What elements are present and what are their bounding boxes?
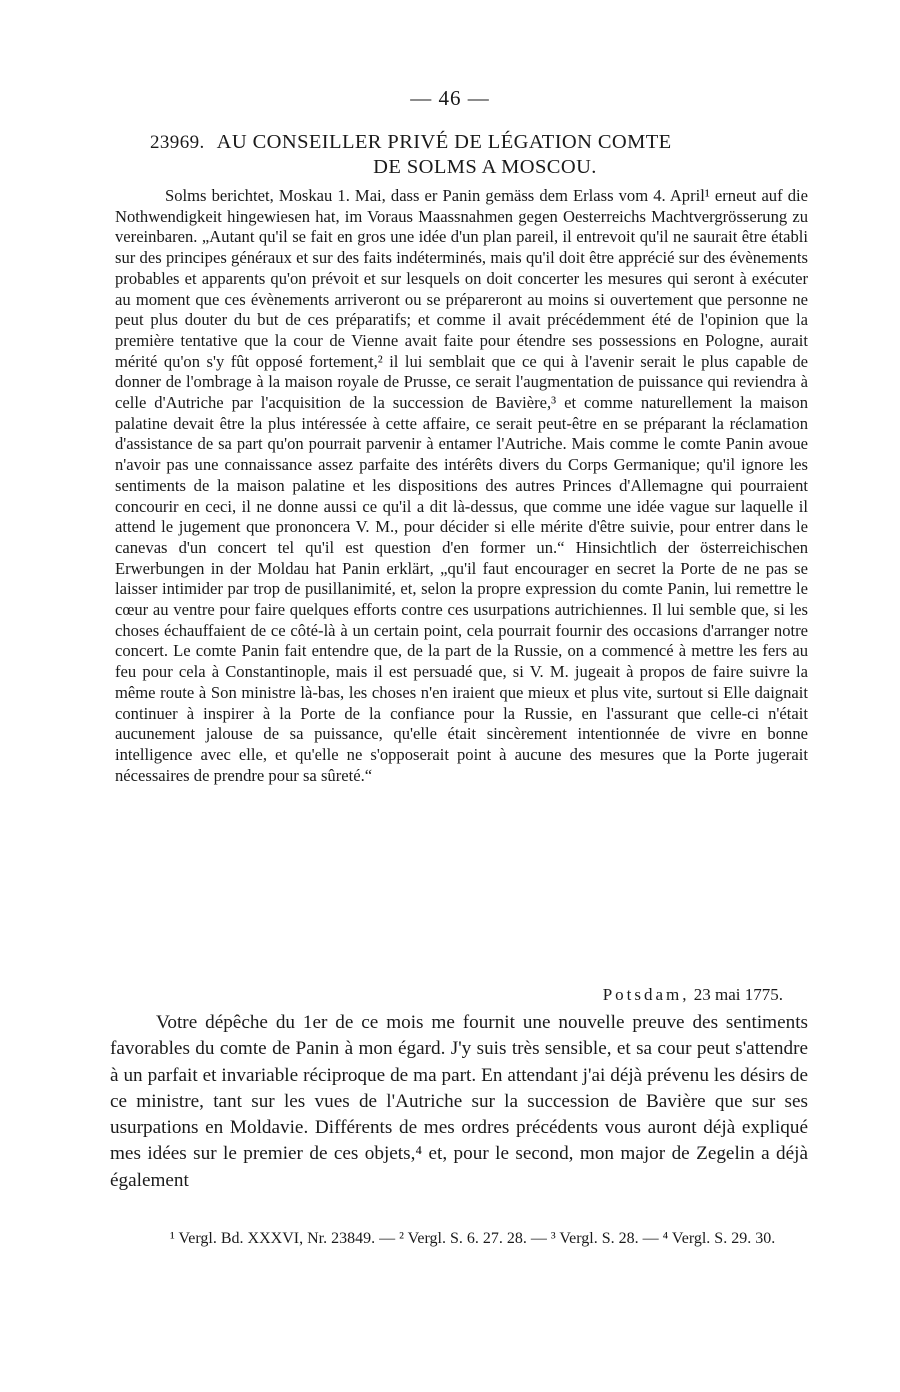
footnotes: ¹ Vergl. Bd. XXXVI, Nr. 23849. — ² Vergl. S. 6. 27. 28. — ³ Vergl. S. 28. — ⁴ Vergl. S. 29. 30. xyxy=(170,1230,776,1247)
heading-title-line-1: AU CONSEILLER PRIVÉ DE LÉGATION COMTE xyxy=(216,131,672,153)
letter-paragraph: Votre dépêche du 1er de ce mois me fournit une nouvelle preuve des sentiments favorables du comte de Panin à mon égard. J'y suis très sensible, et sa cour peut s'attendre à un parfait et invariable réciproque de ma part. En attendant j'ai déjà prévenu les désirs de ce ministre, tant sur les vues de l'Autriche sur la succession de Bavière que sur ses usurpations en Moldavie. Différents de mes ordres précédents vous auront déjà expliqué mes idées sur le premier de ces objets,⁴ et, pour le second, mon major de Zegelin a déjà également xyxy=(110,1012,808,1191)
document-heading xyxy=(150,130,800,179)
dateline-place: Potsdam, xyxy=(602,985,690,1004)
dateline xyxy=(115,985,783,1005)
document-number: 23969. xyxy=(150,132,205,153)
dateline-date: 23 mai 1775. xyxy=(693,985,783,1004)
heading-title-line-2: DE SOLMS A MOSCOU. xyxy=(373,156,597,178)
heading-line-1 xyxy=(150,130,800,155)
summary-paragraph: Solms berichtet, Moskau 1. Mai, dass er Panin gemäss dem Erlass vom 4. April¹ erneut auf die Nothwendigkeit hingewiesen hat, im Voraus Maassnahmen gegen Oesterreichs Machtvergrösserung zu vereinbaren. „Autant qu'il se fait en gros une idée d'un plan pareil, il entrevoit qu'il ne saurait être établi sur des principes généraux et sur des faits indéterminés, mais qu'il doit être apprécié sur des évènements probables et apparents qu'on prévoit et sur lesquels on doit concerter les mesures qui seront à exécuter au moment que ces évènements arriveront ou se prépareront au moins si ouvertement que personne ne peut plus douter du but de ces préparatifs; et comme il avait précédemment été de l'opinion que la première tentative que la cour de Vienne avait faite pour étendre ses possessions en Pologne, aurait mérité qu'on s'y fût opposé fortement,² il lui semblait que ce qui à l'avenir serait le plus capable de donner de l'ombrage à la maison royale de Prusse, ce serait l'augmentation de puissance qui reviendra à celle d'Autriche par l'acquisition de la succession de Bavière,³ et comme naturellement la maison palatine devait être la plus intéressée à cette affaire, ce serait peut-être en se préparant la réclamation d'assistance de sa part qu'on pourrait parvenir à entamer l'Autriche. Mais comme le comte Panin avoue n'avoir pas une connaissance assez parfaite des intérêts divers du Corps Germanique; qu'il ignore les sentiments de la maison palatine et les dispositions des autres Princes d'Allemagne qui pourraient concourir en ceci, il ne donne aussi ce qu'il a dit là-dessus, que comme une idée vague sur laquelle il attend le jugement que prononcera V. M., pour décider si elle mérite d'être suivie, pour entrer dans le canevas d'un concert tel qu'il est question d'en former un.“ Hinsichtlich der österreichischen Erwerbungen in der Moldau hat Panin erklärt, „qu'il faut encourager en secret la Porte de ne pas se laisser intimider par trop de pusillanimité, et, selon la propre expression du comte Panin, lui remettre le cœur au ventre pour faire quelques efforts contre ces usurpations autrichiennes. Il lui semble que, si les choses échauffaient de ce côté-là à un certain point, cela pourrait fournir des occasions d'arranger notre concert. Le comte Panin fait entendre que, de la part de la Russie, on a commencé à mettre les fers au feu pour cela à Constantinople, mais il est persuadé que, si V. M. jugeait à propos de faire suivre la même route à Son ministre là-bas, les choses n'en iraient que mieux et plus vite, surtout si Elle daignait continuer à inspirer à la Porte de la confiance pour la Russie, en l'assurant que celle-ci n'était aucunement jalouse de sa puissance, qu'elle était sincèrement intentionnée de vivre en bonne intelligence avec elle, et qu'elle ne s'opposerait point à aucune des mesures que la Porte jugerait nécessaires de prendre pour sa sûreté.“ xyxy=(115,186,808,785)
page-number: — 46 — xyxy=(410,86,490,110)
